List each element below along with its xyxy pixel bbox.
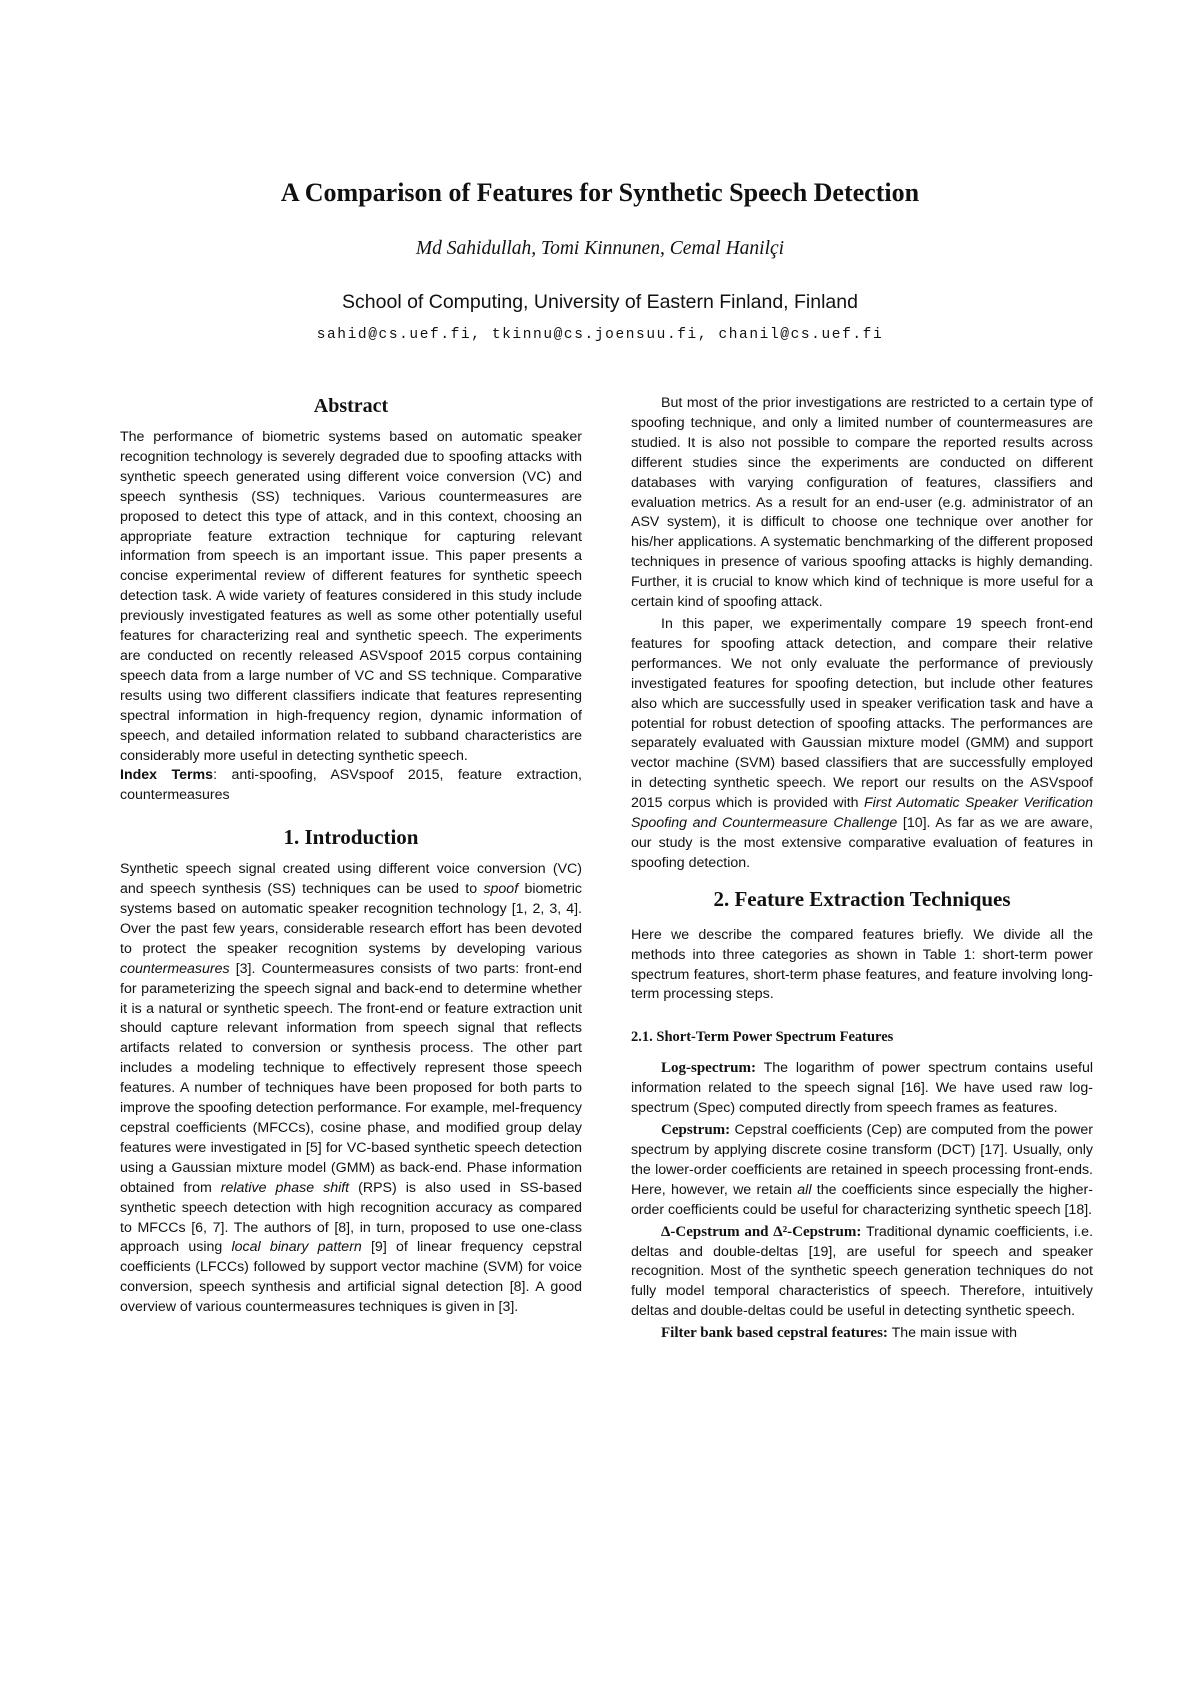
intro-paragraph-3 — [631, 615, 1093, 874]
abstract-body: The performance of biometric systems based on automatic speaker recognition technology is severely degraded due to spoofing attacks with synthetic speech generated using different voice conversion (VC) and speech synthesis (SS) techniques. Various countermeasures are proposed to detect this type of attack, and in this context, choosing an appropriate feature extraction technique for capturing relevant information from speech is an important issue. This paper presents a concise experimental review of different features for synthetic speech detection task. A wide variety of features considered in this study include previously investigated features as well as some other potentially useful features for characterizing real and synthetic speech. The experiments are conducted on recently released ASVspoof 2015 corpus containing speech data from a large number of VC and SS technique. Comparative results using two different classifiers indicate that features representing spectral information in high-frequency region, dynamic information of speech, and detailed information related to subband characteristics are considerably more useful in detecting synthetic speech. — [120, 429, 582, 764]
abstract-heading: Abstract — [313, 395, 389, 417]
abstract-text — [120, 428, 582, 766]
section-2-heading: 2. Feature Extraction Techniques — [713, 886, 1011, 911]
cepstrum-paragraph — [631, 1121, 1093, 1221]
paper-title: A Comparison of Features for Synthetic Speech Detection — [280, 178, 920, 207]
index-terms — [120, 766, 582, 806]
logspec-label: Log-spectrum: — [661, 1060, 756, 1077]
delta-cepstrum-paragraph — [631, 1223, 1093, 1323]
section-2-paragraph-1: Here we describe the compared features briefly. We divide all the methods into three categories as shown in Table 1: short-term power spectrum features, short-term phase features, and feature involving long-term processing steps. — [631, 926, 1093, 1003]
filterbank-label: Filter bank based cepstral features: — [661, 1325, 888, 1342]
delta-cepstrum-label: Δ-Cepstrum and Δ²-Cepstrum: — [661, 1223, 862, 1240]
cepstrum-text-b: the coefficients since especially the higher-order coefficients could be useful for characterizing synthetic speech [18]. — [631, 1181, 1093, 1218]
intro-p3-b: [10]. As far as we are aware, our study is the most extensive comparative evaluation of features in spoofing detection. — [631, 815, 1093, 871]
intro-p1-d: (RPS) is also used in SS-based synthetic speech detection with high recognition accuracy as compared to MFCCs [6, 7]. The authors of [8], in turn, proposed to use one-class approach using — [120, 1179, 582, 1256]
intro-p1-countermeasures: countermeasures — [120, 960, 230, 977]
intro-p3-challenge: First Automatic Speaker Verification Spoofing and Countermeasure Challenge — [631, 795, 1093, 832]
cepstrum-text-a: Cepstral coefficients (Cep) are computed from the power spectrum by applying discrete cosine transform (DCT) [17]. Usually, only the lower-order coefficients are retained in speech processing front-ends. Here, however, we retain — [631, 1122, 1093, 1198]
intro-p1-c: [3]. Countermeasures consists of two parts: front-end for parameterizing the speech signal and back-end to determine whether it is a natural or synthetic speech. The front-end or feature extraction unit should capture relevant information from speech signal that reflects artifacts related to conversion or synthesis process. The other part includes a modeling technique to effectively represent those speech features. A number of techniques have been proposed for both parts to improve the spoofing detection performance. For example, mel-frequency cepstral coefficients (MFCCs), cosine phase, and modified group delay features were investigated in [5] for VC-based synthetic speech detection using a Gaussian mixture model (GMM) as back-end. Phase information obtained from — [120, 960, 582, 1196]
right-column — [631, 394, 1093, 1344]
affiliation: School of Computing, University of Eastern Finland, Finland — [342, 291, 858, 313]
section-1-heading: 1. Introduction — [283, 825, 419, 850]
intro-p1-spoof: spoof — [483, 881, 519, 898]
delta-cepstrum-text: Traditional dynamic coefficients, i.e. deltas and double-deltas [19], are useful for speech and speaker recognition. Most of the synthetic speech generation techniques do not fully model temporal characteristics of speech. Therefore, intuitively deltas and double-deltas could be useful in detecting synthetic speech. — [631, 1223, 1094, 1320]
logspec-text: The logarithm of power spectrum contains useful information related to the speech signal [16]. We have used raw log-spectrum (Spec) computed directly from speech frames as features. — [631, 1060, 1093, 1117]
intro-p3-a: In this paper, we experimentally compare 19 speech front-end features for spoofing attack detection, and compare their relative performances. We not only evaluate the performance of previously investigated features for spoofing detection, but include other features also which are successfully used in speaker verification task and have a potential for robust detection of spoofing attacks. The performances are separately evaluated with Gaussian mixture model (GMM) and support vector machine (SVM) based classifiers that are successfully employed in detecting synthetic speech. We report our results on the ASVspoof 2015 corpus which is provided with — [631, 615, 1093, 812]
intro-p1-a: Synthetic speech signal created using different voice conversion (VC) and speech synthesis (SS) techniques can be used to — [120, 861, 582, 898]
author-list: Md Sahidullah, Tomi Kinnunen, Cemal Hanilçi — [415, 238, 785, 259]
author-emails: sahid@cs.uef.fi, tkinnu@cs.joensuu.fi, chanil@cs.uef.fi — [316, 327, 884, 343]
filterbank-paragraph — [631, 1324, 1093, 1344]
intro-paragraph-1 — [120, 860, 582, 1318]
intro-p1-e: [9] of linear frequency cepstral coefficients (LFCCs) followed by support vector machine (SVM) for voice conversion, speech synthesis and artificial signal detection [8]. A good overview of various countermeasures techniques is given in [3]. — [120, 1239, 583, 1316]
left-column — [120, 394, 582, 1318]
logspec-paragraph — [631, 1059, 1093, 1119]
intro-p1-rps: relative phase shift — [220, 1179, 350, 1196]
intro-p1-lbp: local binary pattern — [231, 1239, 362, 1256]
filterbank-text: The main issue with — [887, 1325, 1017, 1342]
index-terms-label: Index Terms — [120, 767, 214, 784]
cepstrum-all: all — [797, 1181, 812, 1198]
intro-p1-b: biometric systems based on automatic speaker recognition technology [1, 2, 3, 4]. Over the past few years, considerable research effort has been devoted to protect the speaker recognition systems by developing various — [120, 881, 583, 957]
subsection-2-1-heading: 2.1. Short-Term Power Spectrum Features — [631, 1029, 894, 1046]
intro-paragraph-2: But most of the prior investigations are restricted to a certain type of spoofing technique, and only a limited number of countermeasures are studied. It is also not possible to compare the reported results across different studies since the experiments are conducted on different databases with varying configuration of features, classifiers and evaluation metrics. As a result for an end-user (e.g. administrator of an ASV system), it is difficult to choose one technique over another for his/her applications. A systematic benchmarking of the different proposed techniques in presence of various spoofing attacks is highly demanding. Further, it is crucial to know which kind of technique is more useful for a certain kind of spoofing attack. — [631, 395, 1093, 611]
cepstrum-label: Cepstrum: — [661, 1122, 731, 1139]
index-terms-text: : anti-spoofing, ASVspoof 2015, feature extraction, countermeasures — [120, 767, 582, 804]
